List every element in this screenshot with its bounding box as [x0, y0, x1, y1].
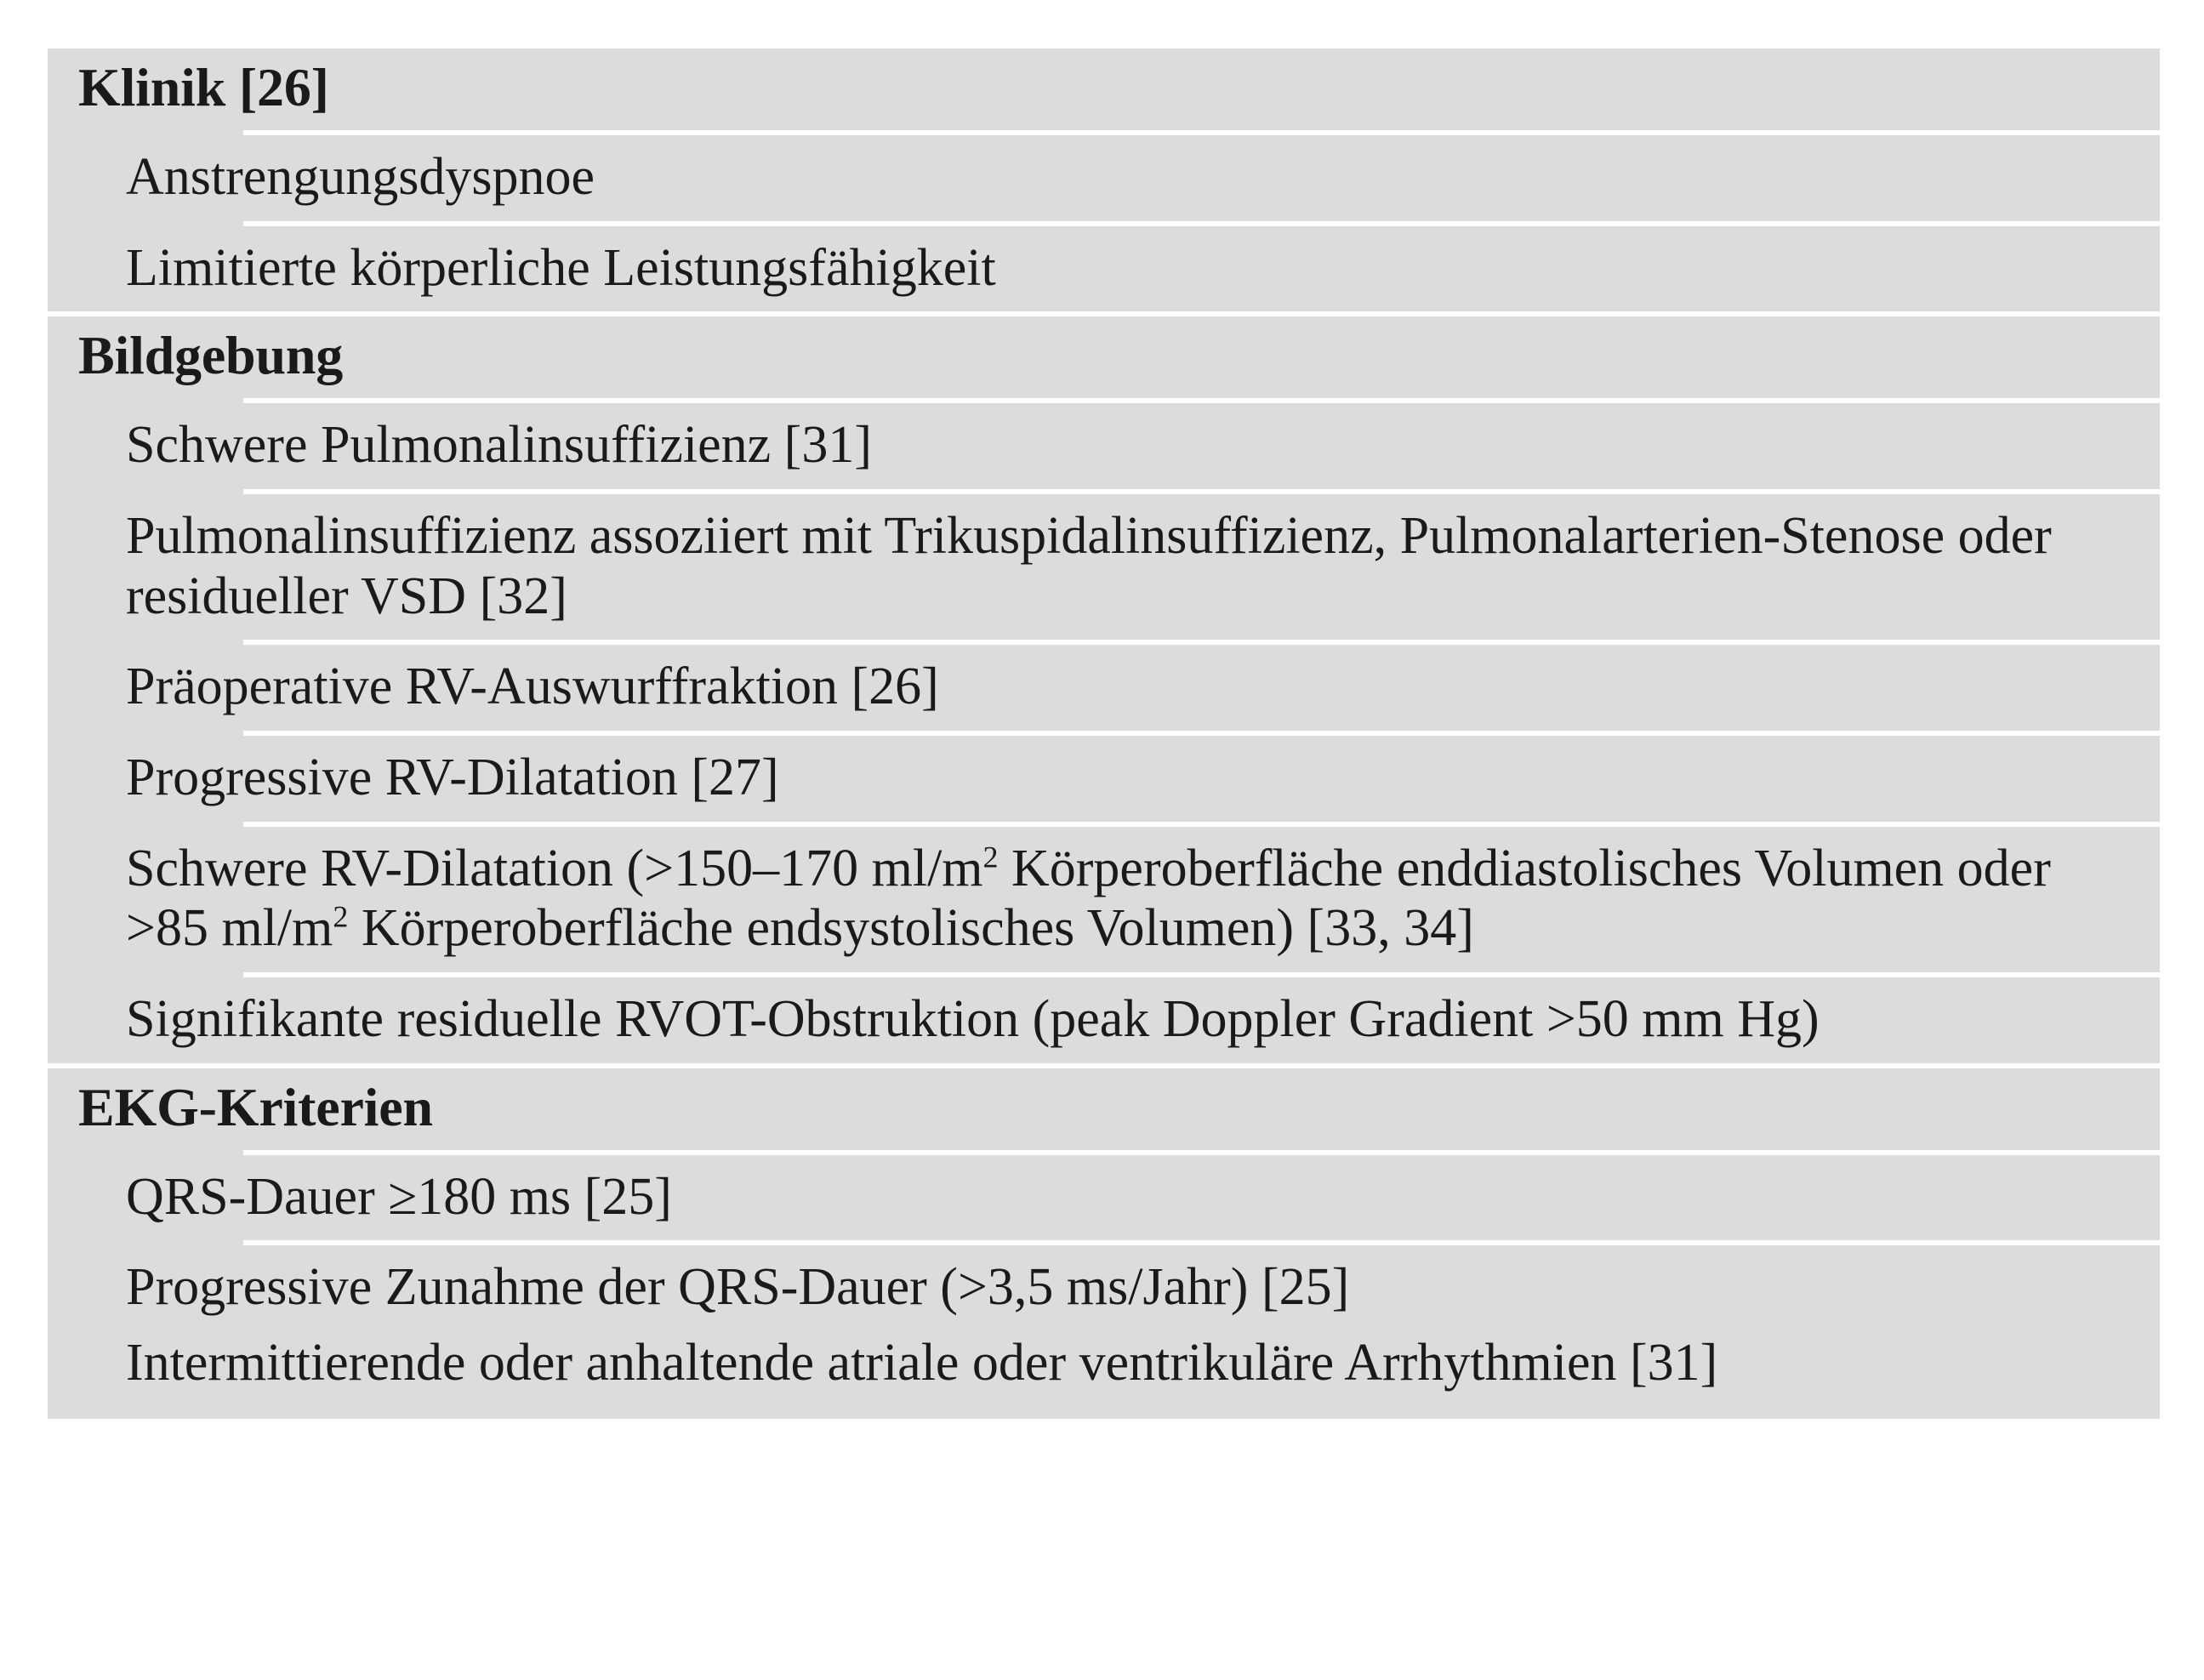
list-item-praeoperative-rv-auswurffraktion: Präoperative RV-Auswurffraktion [26] [126, 658, 939, 716]
section-header-bildgebung: Bildgebung [78, 325, 344, 386]
list-item-progressive-qrs-zunahme: Progressive Zunahme der QRS-Dauer (>3,5 ms/Jahr) [25] [126, 1258, 1350, 1317]
criteria-table [48, 48, 2160, 1419]
list-item-schwere-rv-dilatation: Schwere RV-Dilatation (>150–170 $ml/m^2$ Körperoberfläche enddiastolisches Volumen oder >85 $ml/m^2$ Körperoberfläche endsystolisches Volumen) [33, 34] [126, 839, 2051, 958]
list-item-qrs-dauer: QRS-Dauer ≥180 ms [25] [126, 1167, 672, 1226]
section-header-klinik: Klinik [26] [78, 57, 329, 117]
list-item-pulmonalinsuffizienz-assoziiert: Pulmonalinsuffizienz assoziiert mit Trikuspidalinsuffizienz, Pulmonalarterien-Stenose oder residueller VSD [32] [126, 507, 2052, 625]
list-item-leistungsfaehigkeit: Limitierte körperliche Leistungsfähigkeit [126, 238, 996, 297]
list-item-anstrengungsdyspnoe: Anstrengungsdyspnoe [126, 148, 595, 206]
list-item-progressive-rv-dilatation: Progressive RV-Dilatation [27] [126, 749, 779, 807]
list-item-schwere-pulmonalinsuffizienz: Schwere Pulmonalinsuffizienz [31] [126, 416, 872, 475]
list-item-rvot-obstruktion: Signifikante residuelle RVOT-Obstruktion (peak Doppler Gradient >50 mm Hg) [126, 990, 1820, 1049]
list-item-arrhythmien: Intermittierende oder anhaltende atriale oder ventrikuläre Arrhythmien [31] [126, 1334, 1718, 1392]
section-header-ekg-kriterien: EKG-Kriterien [78, 1076, 433, 1137]
